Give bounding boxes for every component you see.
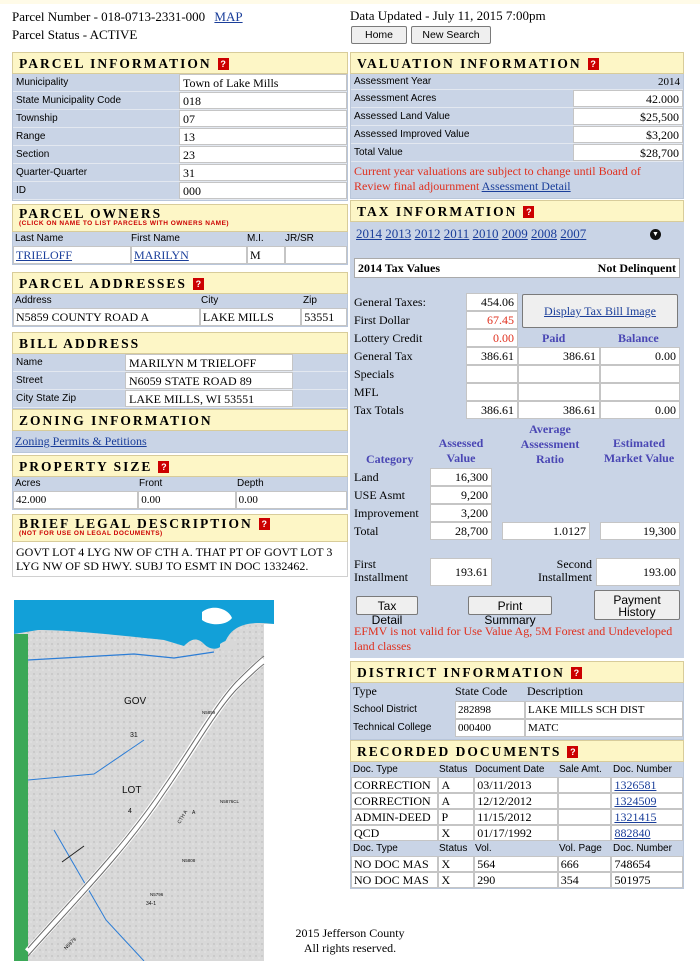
parcel-information-section: [12, 52, 348, 201]
section-title: PARCEL OWNERS: [19, 206, 163, 221]
section-header: [12, 514, 348, 542]
tax-totals-value: 386.61: [466, 401, 518, 419]
doc-vol: 564: [474, 856, 557, 872]
lottery-credit-value: 0.00: [466, 329, 518, 347]
owner-last-name-link[interactable]: TRIELOFF: [16, 248, 73, 262]
district-code: 282898: [455, 701, 525, 719]
col-header: Document Date: [475, 764, 545, 775]
top-strip: [0, 0, 700, 4]
tax-year-link[interactable]: 2011: [443, 226, 470, 241]
help-icon[interactable]: ?: [158, 461, 169, 473]
field-value: N6059 STATE ROAD 89: [125, 372, 293, 389]
map-label-lot: LOT: [122, 785, 142, 796]
field-label: Township: [16, 113, 58, 124]
col-header: First Name: [131, 233, 180, 244]
land-value: 16,300: [430, 468, 492, 486]
help-icon[interactable]: ?: [259, 518, 270, 530]
field-value: 31: [179, 164, 347, 181]
help-icon[interactable]: ?: [571, 667, 582, 679]
section-header: [350, 661, 684, 683]
assessment-year: 2014: [658, 75, 680, 88]
section-header: [12, 455, 348, 477]
map-link[interactable]: MAP: [214, 9, 243, 24]
table-row: [351, 793, 683, 809]
col-header: Zip: [303, 295, 317, 306]
payment-history-button[interactable]: Payment History: [594, 590, 680, 620]
general-taxes-value: 454.06: [466, 293, 518, 311]
parcel-addresses-section: [12, 272, 348, 327]
table-row: [351, 856, 683, 872]
first-installment-label: First Installment: [354, 557, 408, 584]
parcel-map-graphic: [14, 600, 274, 961]
section-header: [12, 332, 348, 354]
section-title: PARCEL INFORMATION: [19, 56, 212, 71]
doc-date: 12/12/2012: [474, 793, 558, 809]
assessment-ratio: 1.0127: [502, 522, 590, 540]
tax-year-link[interactable]: 2007: [560, 226, 587, 241]
map-label-address: N5979: [63, 936, 78, 952]
field-value: 42.000: [573, 90, 683, 107]
display-tax-bill-button[interactable]: [522, 294, 678, 328]
first-installment-value: 193.61: [430, 558, 492, 586]
doc-amt: [558, 809, 612, 825]
doc-vol-page: 666: [558, 856, 612, 872]
total-label: Total: [354, 524, 379, 538]
map-label-address: N5876CL: [220, 799, 240, 804]
doc-number: 501975: [611, 872, 683, 888]
tax-values-bar: [354, 258, 680, 278]
general-taxes-label: General Taxes:: [354, 295, 426, 309]
doc-status: A: [438, 777, 474, 793]
doc-type: NO DOC MAS: [351, 872, 438, 888]
field-label: ID: [16, 185, 26, 196]
parcel-header: [12, 8, 243, 44]
field-label: Total Value: [354, 147, 403, 158]
owners-table: [12, 232, 348, 265]
map-label-parcel: 34-1: [146, 901, 157, 907]
specials-label: Specials: [354, 367, 394, 381]
section-header: [12, 409, 348, 431]
market-value-header: Estimated Market Value: [603, 436, 675, 465]
category-header: Category: [366, 452, 414, 466]
col-header: Type: [353, 684, 377, 698]
parcel-city: LAKE MILLS: [200, 308, 301, 326]
balance-header: Balance: [618, 331, 659, 345]
parcel-info-rows: [12, 74, 348, 201]
improvement-value: 3,200: [430, 504, 492, 522]
field-label: Municipality: [16, 77, 69, 88]
depth-value: 0.00: [236, 491, 347, 509]
field-label: Assessment Year: [354, 76, 432, 87]
tax-year-link[interactable]: 2009: [501, 226, 528, 241]
tax-year-links: [356, 226, 586, 242]
tax-year-link[interactable]: 2010: [472, 226, 499, 241]
recorded-documents-section: [350, 740, 684, 889]
efmv-note: EFMV is not valid for Use Value Ag, 5M Forest and Undeveloped land classes: [354, 624, 673, 653]
col-header: JR/SR: [285, 233, 314, 244]
field-value: 13: [179, 128, 347, 145]
col-header: Depth: [237, 478, 264, 489]
land-label: Land: [354, 470, 379, 484]
doc-type: CORRECTION: [351, 777, 438, 793]
footer-copyright: 2015 Jefferson County: [295, 926, 405, 940]
col-header: Last Name: [15, 233, 64, 244]
acres-value: 42.000: [13, 491, 138, 509]
general-tax-value: 386.61: [466, 347, 518, 365]
tax-totals-paid: 386.61: [518, 401, 600, 419]
home-button[interactable]: Home: [351, 26, 407, 44]
doc-status: X: [438, 856, 474, 872]
field-label: Name: [16, 357, 43, 368]
parcel-map[interactable]: [14, 600, 274, 961]
doc-type: NO DOC MAS: [351, 856, 438, 872]
tax-year-link[interactable]: 2014: [356, 226, 382, 241]
bill-address-section: [12, 332, 348, 409]
doc-date: 03/11/2013: [474, 777, 558, 793]
tax-year-link[interactable]: 2012: [414, 226, 441, 241]
doc-date: 11/15/2012: [474, 809, 558, 825]
section-title: ZONING INFORMATION: [19, 413, 213, 428]
col-header: Acres: [15, 478, 41, 489]
col-header: Front: [139, 478, 163, 489]
bill-rows: [12, 354, 348, 409]
col-header: Doc. Type: [353, 764, 398, 775]
zoning-section: [12, 409, 348, 453]
help-icon[interactable]: ?: [218, 58, 229, 70]
tax-values-title: 2014 Tax Values: [358, 261, 441, 275]
section-subtitle: (CLICK ON NAME TO LIST PARCELS WITH OWNERS NAME): [19, 220, 230, 227]
doc-amt: [558, 777, 612, 793]
second-installment-value: 193.00: [596, 558, 680, 586]
field-label: State Municipality Code: [16, 95, 122, 106]
parcel-zip: 53551: [301, 308, 347, 326]
map-label-address: N5796: [150, 892, 164, 897]
parcel-address: N5859 COUNTY ROAD A: [13, 308, 200, 326]
lottery-credit-label: Lottery Credit: [354, 331, 423, 345]
field-value: 07: [179, 110, 347, 127]
doc-type: QCD: [351, 825, 438, 841]
paid-header: Paid: [542, 331, 566, 345]
map-label-road: CTH A: [176, 809, 190, 825]
property-size-section: [12, 455, 348, 510]
field-label: Assessed Improved Value: [354, 129, 470, 140]
owner-mi: M: [247, 246, 285, 264]
table-row: [351, 872, 683, 888]
help-icon[interactable]: ?: [567, 746, 578, 758]
legal-text: GOVT LOT 4 LYG NW OF CTH A. THAT PT OF GOVT LOT 3 LYG NW OF SD HWY. SUBJ TO ESMT IN DOC 1332462.: [12, 542, 348, 577]
field-label: Range: [16, 131, 46, 142]
footer: [290, 926, 410, 956]
doc-number-link[interactable]: 1321415: [614, 810, 657, 824]
doc-status: A: [438, 793, 474, 809]
col-header: State Code: [455, 684, 508, 698]
use-asmt-label: USE Asmt: [354, 488, 406, 502]
field-value: 018: [179, 92, 347, 109]
parcel-owners-section: [12, 204, 348, 265]
doc-amt: [558, 793, 612, 809]
section-header: [350, 200, 684, 222]
delinquency-status: Not Delinquent: [597, 261, 676, 275]
zoning-permits-link[interactable]: Zoning Permits & Petitions: [15, 434, 147, 448]
general-tax-label: General Tax: [354, 349, 413, 363]
field-value: $28,700: [573, 144, 683, 161]
doc-status: X: [438, 825, 474, 841]
section-header: [12, 52, 348, 74]
second-installment-label: Second Installment: [538, 557, 592, 584]
display-tax-bill-label: Display Tax Bill Image: [544, 304, 656, 318]
section-title: BRIEF LEGAL DESCRIPTION: [19, 516, 253, 531]
chevron-down-icon[interactable]: ▼: [650, 229, 661, 240]
general-tax-paid: 386.61: [518, 347, 600, 365]
map-label-4: 4: [128, 808, 132, 815]
assessed-value-header: Assessed Value: [438, 436, 484, 465]
tax-year-link[interactable]: 2013: [385, 226, 412, 241]
doc-type: CORRECTION: [351, 793, 438, 809]
owner-jr-sr: [285, 246, 347, 264]
front-value: 0.00: [138, 491, 235, 509]
footer-rights: All rights reserved.: [303, 941, 397, 955]
tax-information-section: [350, 200, 684, 222]
total-value: 28,700: [430, 522, 492, 540]
help-icon[interactable]: ?: [588, 58, 599, 70]
section-title: RECORDED DOCUMENTS: [357, 744, 562, 759]
district-table: [350, 683, 684, 740]
valuation-section: [350, 52, 684, 199]
section-title: VALUATION INFORMATION: [357, 56, 582, 71]
field-value: 23: [179, 146, 347, 163]
documents-table: [350, 762, 684, 889]
doc-amt: [558, 825, 612, 841]
section-header: [12, 272, 348, 294]
table-row: [351, 809, 683, 825]
section-title: PROPERTY SIZE: [19, 459, 153, 474]
help-icon[interactable]: ?: [523, 206, 534, 218]
valuation-note: Current year valuations are subject to change until Board of Review final adjournment: [354, 164, 641, 193]
col-header: Vol.: [475, 843, 492, 854]
map-label-road-a: A: [192, 810, 196, 816]
legal-description-section: [12, 514, 348, 577]
district-type: School District: [353, 704, 417, 715]
field-value: 000: [179, 182, 347, 199]
estimated-market-value: 19,300: [600, 522, 680, 540]
map-label-gov: GOV: [124, 696, 147, 707]
doc-number-link[interactable]: 1326581: [614, 778, 657, 792]
doc-type: ADMIN-DEED: [351, 809, 438, 825]
parcel-number: Parcel Number - 018-0713-2331-000: [12, 9, 206, 24]
section-title: PARCEL ADDRESSES: [19, 276, 187, 291]
col-header: Doc. Number: [613, 764, 672, 775]
tax-detail-button[interactable]: Tax Detail: [356, 596, 418, 615]
first-dollar-label: First Dollar: [354, 313, 410, 327]
doc-vol-page: 354: [558, 872, 612, 888]
doc-status: X: [438, 872, 474, 888]
col-header: Status: [439, 764, 468, 775]
parcel-status: Parcel Status - ACTIVE: [12, 27, 138, 42]
size-table: [12, 477, 348, 510]
field-label: Assessment Acres: [354, 93, 437, 104]
assessment-detail-link[interactable]: Assessment Detail: [481, 179, 571, 193]
col-header: Status: [439, 843, 468, 854]
map-label-31: 31: [130, 732, 138, 739]
tax-year-link[interactable]: 2008: [531, 226, 558, 241]
tax-body: [350, 222, 684, 658]
doc-vol: 290: [474, 872, 557, 888]
col-header: M.I.: [247, 233, 264, 244]
table-row: [351, 825, 683, 841]
field-label: City State Zip: [16, 393, 77, 404]
section-title: BILL ADDRESS: [19, 336, 141, 351]
doc-date: 01/17/1992: [474, 825, 558, 841]
tax-totals-balance: 0.00: [600, 401, 680, 419]
section-title: DISTRICT INFORMATION: [357, 665, 565, 680]
help-icon[interactable]: ?: [193, 278, 204, 290]
improvement-label: Improvement: [354, 506, 419, 520]
field-value: MARILYN M TRIELOFF: [125, 354, 293, 371]
doc-number-link[interactable]: 1324509: [614, 794, 657, 808]
section-header: [350, 740, 684, 762]
district-code: 000400: [455, 719, 525, 737]
tax-totals-label: Tax Totals: [354, 403, 404, 417]
field-label: Section: [16, 149, 50, 160]
col-header: Doc. Number: [613, 843, 672, 854]
field-value: Town of Lake Mills: [179, 74, 347, 91]
map-label-address: N5808: [182, 858, 196, 863]
field-value: $3,200: [573, 126, 683, 143]
section-header: [12, 204, 348, 232]
avg-ratio-header: Average Assessment Ratio: [520, 422, 580, 466]
owner-first-name-link[interactable]: MARILYN: [134, 248, 189, 262]
col-header: City: [201, 295, 219, 306]
col-header: Vol. Page: [559, 843, 602, 854]
district-desc: LAKE MILLS SCH DIST: [525, 701, 683, 719]
district-type: Technical College: [353, 722, 432, 733]
doc-status: P: [438, 809, 474, 825]
field-label: Street: [16, 375, 43, 386]
valuation-rows: [350, 74, 684, 199]
district-information-section: [350, 661, 684, 740]
doc-number-link[interactable]: 882840: [614, 826, 651, 840]
section-header: [350, 52, 684, 74]
first-dollar-value: 67.45: [466, 311, 518, 329]
field-value: LAKE MILLS, WI 53551: [125, 390, 293, 407]
map-label-address: N5859: [202, 710, 216, 715]
table-row: [351, 777, 683, 793]
col-header: Address: [15, 295, 52, 306]
use-asmt-value: 9,200: [430, 486, 492, 504]
data-updated: Data Updated - July 11, 2015 7:00pm: [350, 8, 546, 23]
section-subtitle: (NOT FOR USE ON LEGAL DOCUMENTS): [19, 530, 163, 537]
addresses-table: [12, 294, 348, 327]
section-title: TAX INFORMATION: [357, 204, 518, 219]
print-summary-button[interactable]: Print Summary: [468, 596, 552, 615]
field-label: Assessed Land Value: [354, 111, 450, 122]
col-header: Description: [527, 684, 583, 698]
field-value: $25,500: [573, 108, 683, 125]
general-tax-balance: 0.00: [600, 347, 680, 365]
doc-number: 748654: [611, 856, 683, 872]
district-desc: MATC: [525, 719, 683, 737]
mfl-label: MFL: [354, 385, 379, 399]
col-header: Doc. Type: [353, 843, 398, 854]
new-search-button[interactable]: New Search: [411, 26, 491, 44]
col-header: Sale Amt.: [559, 764, 602, 775]
field-label: Quarter-Quarter: [16, 167, 88, 178]
